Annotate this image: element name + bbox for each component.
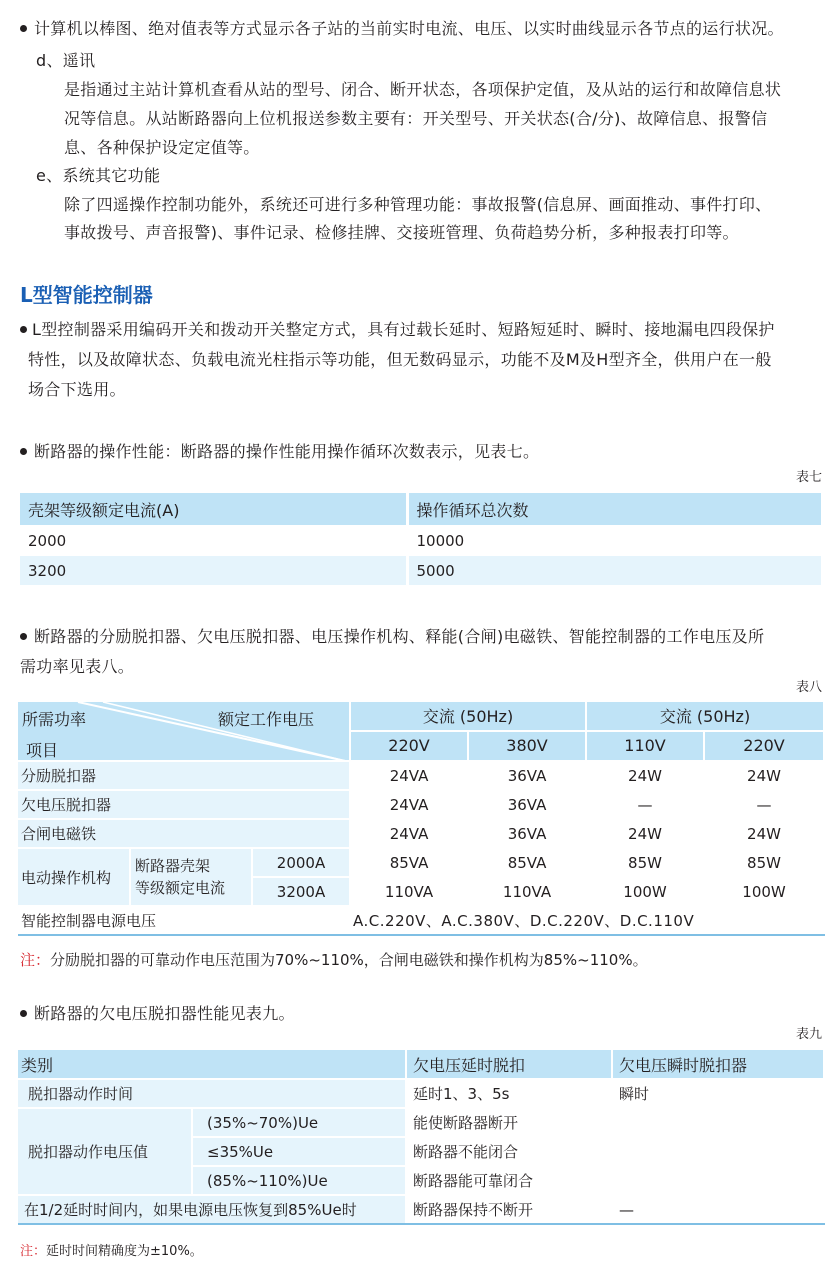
table-cell: 100W — [704, 877, 824, 906]
table-header-row — [18, 702, 824, 731]
item-e-title: e、系统其它功能 — [36, 166, 161, 185]
table-header-cell: 220V — [350, 731, 468, 761]
frame-label: 等级额定电流 — [135, 879, 226, 897]
table-cell: 24VA — [350, 761, 468, 790]
table-cell: 24W — [704, 761, 824, 790]
table-header-cell: 壳架等级额定电流(A) — [20, 493, 407, 526]
paragraph-line: 特性，以及故障状态、负载电流光柱指示等功能，但无数码显示，功能不及M及H型齐全，供用户在一般 — [28, 350, 772, 369]
table-cell: 85W — [704, 848, 824, 877]
row-label: 智能控制器电源电压 — [18, 906, 350, 935]
table-cell: 100W — [586, 877, 704, 906]
table7-caption: 表七 — [796, 470, 823, 485]
row-label: 分励脱扣器 — [18, 761, 350, 790]
table-header-cell: 交流 (50Hz) — [350, 702, 586, 731]
note-text: 延时时间精确度为±10%。 — [46, 1244, 203, 1259]
table8-note — [20, 951, 648, 969]
table-header-cell: 380V — [468, 731, 586, 761]
table-row — [20, 526, 821, 556]
table-row — [20, 556, 821, 586]
corner-top-left: 所需功率 — [22, 710, 87, 729]
paragraph-line: 需功率见表八。 — [20, 657, 135, 676]
table-row — [18, 1195, 824, 1224]
item-e-line: 事故拨号、声音报警)、事件记录、检修挂牌、交接班管理、负荷趋势分析，多种报表打印等。 — [64, 223, 739, 242]
item-d-line: 息、各种保护设定定值等。 — [64, 138, 260, 157]
table-header-row — [18, 1050, 824, 1079]
table9-caption: 表九 — [796, 1027, 823, 1042]
table-row — [18, 1079, 824, 1108]
note-prefix: 注： — [20, 951, 51, 969]
bullet-dot — [20, 633, 27, 640]
table-cell — [612, 1137, 824, 1166]
row-label: 脱扣器动作时间 — [18, 1079, 406, 1108]
table-cell: 36VA — [468, 790, 586, 819]
table-cell: 3200 — [20, 556, 407, 586]
table-cell: 断路器保持不断开 — [406, 1195, 612, 1224]
table-cell: 10000 — [407, 526, 821, 556]
bullet-dot — [20, 1010, 27, 1017]
table-cell: 2000 — [20, 526, 407, 556]
note-text: 分励脱扣器的可靠动作电压范围为70%~110%，合闸电磁铁和操作机构为85%~110%。 — [50, 951, 648, 969]
table-row — [18, 761, 824, 790]
frame-label: 断路器壳架 — [135, 857, 211, 875]
table9-note — [20, 1243, 203, 1261]
table-cell: — — [704, 790, 824, 819]
paragraph-line: 断路器的操作性能：断路器的操作性能用操作循环次数表示，见表七。 — [34, 442, 540, 461]
current-cell: 3200A — [252, 877, 350, 906]
bullet-dot — [20, 326, 27, 333]
row-label: 电动操作机构 — [18, 848, 130, 906]
table-row — [18, 819, 824, 848]
paragraph-line: L型控制器采用编码开关和拨动开关整定方式，具有过载长延时、短路短延时、瞬时、接地漏电四段保护 — [32, 320, 775, 339]
table-corner-cell — [18, 702, 350, 761]
row-label: 脱扣器动作电压值 — [18, 1108, 192, 1195]
table-cell: 85W — [586, 848, 704, 877]
table-row — [18, 906, 824, 935]
table-cell: 36VA — [468, 761, 586, 790]
table-cell: 断路器能可靠闭合 — [406, 1166, 612, 1195]
frame-label-cell — [130, 848, 252, 906]
voltage-range: (35%~70%)Ue — [192, 1108, 406, 1137]
table-cell — [612, 1166, 824, 1195]
table-header-cell: 欠电压瞬时脱扣器 — [612, 1050, 824, 1079]
table-cell: 24VA — [350, 819, 468, 848]
table-header-cell: 类别 — [18, 1050, 406, 1079]
table-cell: 能使断路器断开 — [406, 1108, 612, 1137]
table-cell: 110VA — [468, 877, 586, 906]
table-header-cell: 交流 (50Hz) — [586, 702, 824, 731]
table-header-row — [20, 493, 821, 526]
table8 — [18, 702, 825, 936]
table7 — [20, 493, 821, 586]
table-row — [18, 848, 824, 877]
table-cell: 85VA — [468, 848, 586, 877]
row-label: 在1/2延时时间内，如果电源电压恢复到85%Ue时 — [18, 1195, 406, 1224]
paragraph-line: 断路器的欠电压脱扣器性能见表九。 — [34, 1004, 295, 1023]
table-cell: 5000 — [407, 556, 821, 586]
table9 — [18, 1050, 825, 1225]
paragraph-line: 断路器的分励脱扣器、欠电压脱扣器、电压操作机构、释能(合闸)电磁铁、智能控制器的工作电压及所 — [34, 627, 765, 646]
voltage-range: ≤35%Ue — [192, 1137, 406, 1166]
table-cell: 85VA — [350, 848, 468, 877]
table-cell: 24W — [586, 819, 704, 848]
corner-bottom: 项目 — [26, 741, 59, 760]
table8-caption: 表八 — [796, 680, 823, 695]
table-cell: 断路器不能闭合 — [406, 1137, 612, 1166]
ctrl-value: A.C.220V、A.C.380V、D.C.220V、D.C.110V — [350, 906, 824, 935]
table-row — [18, 790, 824, 819]
row-label: 欠电压脱扣器 — [18, 790, 350, 819]
item-d-line: 是指通过主站计算机查看从站的型号、闭合、断开状态，各项保护定值，及从站的运行和故障信息状 — [64, 80, 782, 99]
section-heading: L型智能控制器 — [20, 283, 153, 307]
item-d-line: 况等信息。从站断路器向上位机报送参数主要有：开关型号、开关状态(合/分)、故障信息、报警信 — [64, 109, 768, 128]
table-header-cell: 操作循环总次数 — [407, 493, 821, 526]
item-d-title: d、遥讯 — [36, 51, 96, 70]
table-cell: 24W — [586, 761, 704, 790]
bullet-dot — [20, 448, 27, 455]
row-label: 合闸电磁铁 — [18, 819, 350, 848]
intro-bullet-text: 计算机以棒图、绝对值表等方式显示各子站的当前实时电流、电压、以实时曲线显示各节点的运行状况。 — [34, 19, 784, 38]
table-cell: 24VA — [350, 790, 468, 819]
table-cell: 110VA — [350, 877, 468, 906]
corner-top-right: 额定工作电压 — [218, 710, 315, 729]
bullet-dot — [20, 25, 27, 32]
table-cell: 瞬时 — [612, 1079, 824, 1108]
table-cell — [612, 1108, 824, 1137]
table-header-cell: 110V — [586, 731, 704, 761]
table-cell: — — [586, 790, 704, 819]
table-header-cell: 220V — [704, 731, 824, 761]
table-cell: 延时1、3、5s — [406, 1079, 612, 1108]
table-row — [18, 1108, 824, 1137]
table-header-cell: 欠电压延时脱扣 — [406, 1050, 612, 1079]
note-prefix: 注： — [20, 1244, 47, 1259]
current-cell: 2000A — [252, 848, 350, 877]
paragraph-line: 场合下选用。 — [28, 380, 126, 399]
table-cell: 24W — [704, 819, 824, 848]
table-cell: 36VA — [468, 819, 586, 848]
table-cell: — — [612, 1195, 824, 1224]
item-e-line: 除了四遥操作控制功能外，系统还可进行多种管理功能：事故报警(信息屏、画面推动、事件打印、 — [64, 195, 772, 214]
voltage-range: (85%~110%)Ue — [192, 1166, 406, 1195]
